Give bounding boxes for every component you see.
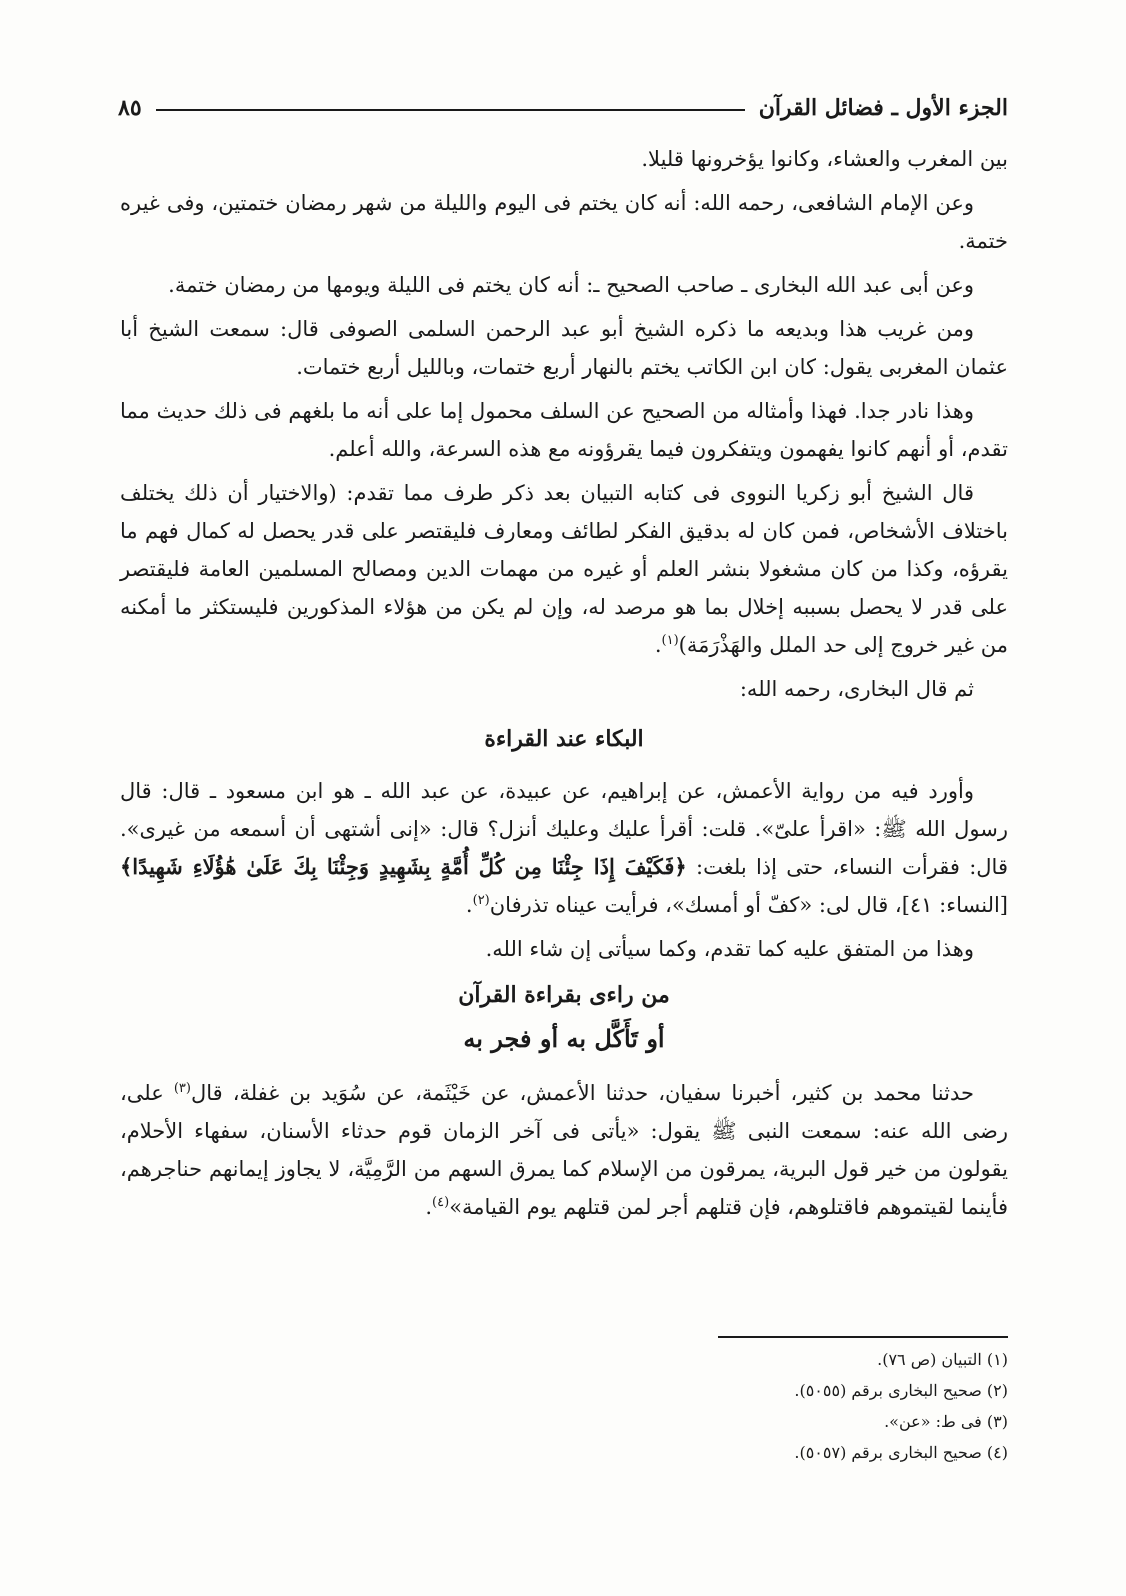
paragraph-text: على، رضى الله عنه: سمعت النبى ﷺ يقول: «يأتى فى آخر الزمان قوم حدثاء الأسنان، سفهاء الأحلام، يقولون من خير قول البرية، يمرقون من الإسلام كما يمرق السهم من الرَّمِيَّة، لا يجاوز إيمانهم حناجرهم، فأينما لقيتموهم فاقتلوهم، فإن قتلهم أجر لمن قتلهم يوم القيامة»	[120, 1081, 1008, 1219]
footnote: (٣) فى ط: «عن».	[884, 1412, 1008, 1431]
paragraph-text: حدثنا محمد بن كثير، أخبرنا سفيان، حدثنا الأعمش، عن خَيْثَمة، عن سُوَيد بن غفلة، قال	[190, 1081, 974, 1105]
header-title: الجزء الأول ـ فضائل القرآن	[758, 95, 1008, 121]
paragraph: وعن الإمام الشافعى، رحمه الله: أنه كان يختم فى اليوم والليلة من شهر رمضان ختمتين، وفى غيره ختمة.	[120, 191, 1008, 253]
paragraph-end: .	[425, 1195, 433, 1219]
paragraph-end: .	[465, 893, 473, 917]
page-body	[120, 140, 1008, 1232]
footnotes	[600, 1344, 1008, 1468]
paragraph	[120, 772, 1008, 924]
footnote-separator	[718, 1336, 1008, 1338]
paragraph	[120, 1074, 1008, 1226]
paragraph-text: [النساء: ٤١]، قال لى: «كفّ أو أمسك»، فرأيت عيناه تذرفان	[489, 893, 1008, 917]
footnote-ref: (٣)	[173, 1081, 191, 1096]
paragraph-text: قال الشيخ أبو زكريا النووى فى كتابه التبيان بعد ذكر طرف مما تقدم: (والاختيار أن ذلك يختلف باختلاف الأشخاص، فمن كان له بدقيق الفكر لطائف ومعارف فليقتصر على قدر يحصل له كمال فهم ما يقرؤه، وكذا من كان مشغولا بنشر العلم أو غيره من مهمات الدين ومصالح المسلمين العامة فليقتصر على قدر لا يحصل بسببه إخلال بما هو مرصد له، وإن لم يكن من هؤلاء المذكورين فليستكثر ما أمكنه من غير خروج إلى حد الملل والهَذْرَمَة)	[120, 481, 1008, 657]
paragraph: وهذا من المتفق عليه كما تقدم، وكما سيأتى إن شاء الله.	[485, 937, 974, 961]
paragraph: ومن غريب هذا وبديعه ما ذكره الشيخ أبو عبد الرحمن السلمى الصوفى قال: سمعت الشيخ أبا عثمان المغربى يقول: كان ابن الكاتب يختم بالنهار أربع ختمات، وبالليل أربع ختمات.	[120, 317, 1008, 379]
footnote: (٢) صحيح البخارى برقم (٥٠٥٥).	[794, 1381, 1008, 1400]
running-header	[118, 88, 1008, 128]
paragraph: بين المغرب والعشاء، وكانوا يؤخرونها قليلا.	[641, 147, 1008, 171]
paragraph: ثم قال البخارى، رحمه الله:	[739, 677, 974, 701]
paragraph: وعن أبى عبد الله البخارى ـ صاحب الصحيح ـ: أنه كان يختم فى الليلة ويومها من رمضان ختمة.	[168, 273, 974, 297]
header-rule	[156, 109, 745, 111]
paragraph	[120, 474, 1008, 664]
section-heading: البكاء عند القراءة	[484, 726, 644, 752]
quran-verse: ﴿فَكَيْفَ إِذَا جِئْنَا مِن كُلِّ أُمَّةٍ بِشَهِيدٍ وَجِئْنَا بِكَ عَلَىٰ هَٰؤُلَاءِ شَهِيدًا﴾	[120, 854, 687, 879]
footnote-ref: (٤)	[432, 1195, 450, 1210]
footnote-ref: (٢)	[472, 893, 490, 908]
page-number: ٨٥	[118, 95, 142, 121]
paragraph-end: .	[654, 633, 662, 657]
paragraph-text: وأورد فيه من رواية الأعمش، عن إبراهيم، عن عبيدة، عن عبد الله ـ هو ابن مسعود ـ قال: قال رسول الله ﷺ: «اقرأ علىّ». قلت: أقرأ عليك وعليك أنزل؟ قال: «إنى أشتهى أن أسمعه من غيرى». قال: فقرأت النساء، حتى إذا بلغت:	[120, 779, 1008, 879]
section-subheading: أو تَأَكَّل به أو فجر به	[463, 1024, 665, 1053]
section-heading: من راءى بقراءة القرآن	[458, 982, 670, 1008]
footnote: (١) التبيان (ص ٧٦).	[877, 1350, 1008, 1369]
footnote-ref: (١)	[661, 633, 679, 648]
footnote: (٤) صحيح البخارى برقم (٥٠٥٧).	[794, 1443, 1008, 1462]
paragraph: وهذا نادر جدا. فهذا وأمثاله من الصحيح عن السلف محمول إما على أنه ما بلغهم فى ذلك حديث مما تقدم، أو أنهم كانوا يفهمون ويتفكرون فيما يقرؤونه مع هذه السرعة، والله أعلم.	[120, 399, 1008, 461]
